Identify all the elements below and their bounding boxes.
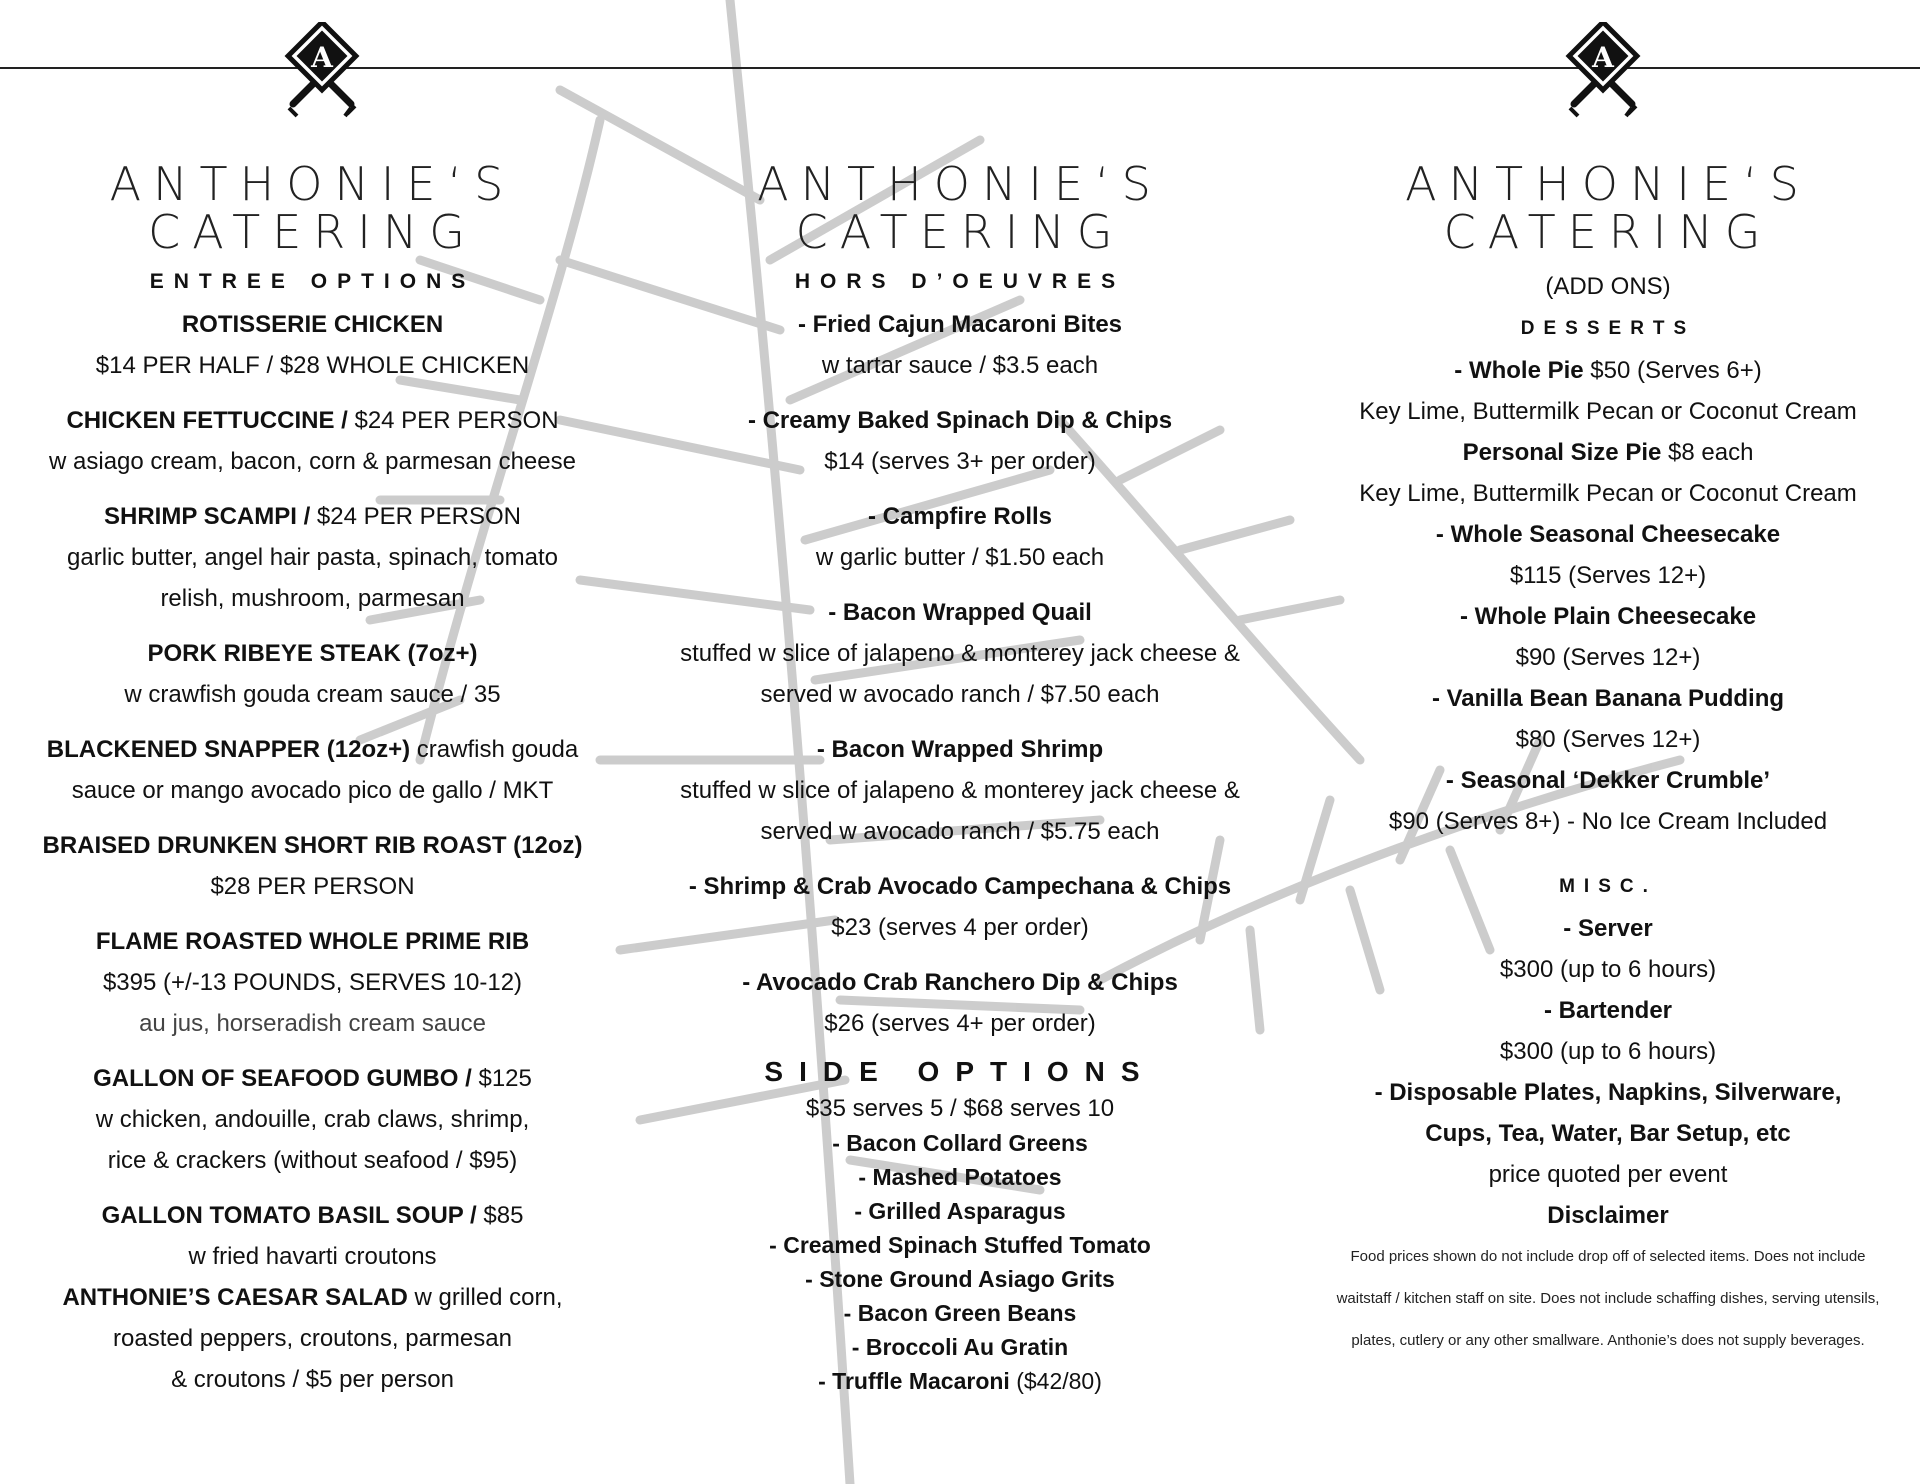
misc-item: Cups, Tea, Water, Bar Setup, etc [1425, 1120, 1791, 1147]
entree-detail: rice & crackers (without seafood / $95) [107, 1147, 518, 1174]
dessert-detail: $115 (Serves 12+) [1509, 562, 1707, 589]
entree-item: GALLON OF SEAFOOD GUMBO / $125 [93, 1065, 532, 1092]
side-options-heading: SIDE OPTIONS [764, 1056, 1156, 1087]
entree-item: GALLON TOMATO BASIL SOUP / $85 [101, 1202, 524, 1229]
disclaimer-text: Food prices shown do not include drop off of selected items. Does not include waitstaff / kitchen staff on site. Does not include schaffing dishes, serving utensils, plates, cutlery or any other smallware. Anthonie’s does not supply beverages. [1336, 1248, 1880, 1349]
entree-detail: w crawfish gouda cream sauce / 35 [124, 681, 501, 708]
add-ons-label: (ADD ONS) [1545, 273, 1671, 300]
entree-detail: sauce or mango avocado pico de gallo / MKT [71, 777, 554, 804]
side-item: - Mashed Potatoes [858, 1164, 1062, 1190]
misc-item: - Disposable Plates, Napkins, Silverware, [1374, 1079, 1842, 1106]
entree-item: BRAISED DRUNKEN SHORT RIB ROAST (12oz) [42, 832, 583, 859]
hors-detail: stuffed w slice of jalapeno & monterey jack cheese & [680, 640, 1240, 667]
hors-item: - Bacon Wrapped Shrimp [816, 736, 1104, 763]
brand-line-2: CATERING [1443, 205, 1773, 259]
hors-item: - Creamy Baked Spinach Dip & Chips [747, 407, 1173, 434]
hors-detail: stuffed w slice of jalapeno & monterey jack cheese & [680, 777, 1240, 804]
entree-detail: roasted peppers, croutons, parmesan [113, 1325, 512, 1352]
brand-line-2: CATERING [148, 205, 477, 259]
brand-line-1: ANTHONIE‘S [1405, 157, 1811, 211]
entree-detail: $395 (+/-13 POUNDS, SERVES 10-12) [102, 969, 523, 996]
hors-detail: $23 (serves 4 per order) [831, 914, 1089, 941]
entree-detail: $28 PER PERSON [210, 873, 415, 900]
svg-text:A: A [1592, 41, 1614, 74]
misc-item: - Server [1563, 915, 1653, 942]
hors-doeuvres-heading: HORS D’OEUVRES [794, 270, 1126, 293]
entree-item: PORK RIBEYE STEAK (7oz+) [147, 640, 478, 667]
hors-detail: $14 (serves 3+ per order) [824, 448, 1096, 475]
brand-line-2: CATERING [795, 205, 1125, 259]
entree-item: CHICKEN FETTUCCINE / $24 PER PERSON [66, 407, 559, 434]
hors-detail: w garlic butter / $1.50 each [815, 544, 1105, 571]
hors-item: - Bacon Wrapped Quail [828, 599, 1092, 626]
side-item: - Truffle Macaroni ($42/80) [818, 1368, 1102, 1394]
side-item: - Bacon Collard Greens [832, 1130, 1088, 1156]
brand-title [645, 157, 1275, 259]
entree-detail: w asiago cream, bacon, corn & parmesan cheese [49, 448, 576, 475]
hors-item: - Shrimp & Crab Avocado Campechana & Chips [688, 873, 1232, 900]
entree-detail: $14 PER HALF / $28 WHOLE CHICKEN [95, 352, 530, 379]
side-item: - Broccoli Au Gratin [851, 1334, 1069, 1360]
side-item: - Stone Ground Asiago Grits [805, 1266, 1115, 1292]
brand-line-1: ANTHONIE‘S [757, 157, 1163, 211]
entree-item: BLACKENED SNAPPER (12oz+) crawfish gouda [46, 736, 579, 763]
side-options-list [645, 1126, 1275, 1398]
misc-heading: MISC. [1559, 876, 1657, 897]
side-item: - Creamed Spinach Stuffed Tomato [769, 1232, 1151, 1258]
dessert-detail: Key Lime, Buttermilk Pecan or Coconut Cream [1359, 398, 1857, 425]
entree-detail: w chicken, andouille, crab claws, shrimp, [95, 1106, 530, 1133]
misc-detail: $300 (up to 6 hours) [1499, 1038, 1717, 1065]
entree-detail: au jus, horseradish cream sauce [139, 1010, 486, 1037]
misc-item: - Bartender [1543, 997, 1673, 1024]
brand-line-1: ANTHONIE‘S [109, 157, 516, 211]
side-item: - Bacon Green Beans [843, 1300, 1077, 1326]
entree-item: FLAME ROASTED WHOLE PRIME RIB [95, 928, 530, 955]
hors-item: - Campfire Rolls [867, 503, 1053, 530]
dessert-item: - Vanilla Bean Banana Pudding [1431, 685, 1785, 712]
dessert-item: - Whole Pie $50 (Serves 6+) [1454, 357, 1762, 384]
dessert-item: - Whole Plain Cheesecake [1459, 603, 1757, 630]
anthonies-logo-left [267, 22, 377, 132]
hors-detail: w tartar sauce / $3.5 each [821, 352, 1099, 379]
desserts-heading: DESSERTS [1520, 318, 1696, 339]
svg-text:A: A [311, 41, 333, 74]
hors-doeuvres-column [645, 157, 1275, 1398]
brand-title [1318, 157, 1898, 259]
dessert-item: Personal Size Pie $8 each [1462, 439, 1754, 466]
entree-column [20, 157, 605, 1400]
dessert-detail: Key Lime, Buttermilk Pecan or Coconut Cream [1359, 480, 1857, 507]
dessert-detail: $80 (Serves 12+) [1515, 726, 1701, 753]
entree-options-heading: ENTREE OPTIONS [149, 270, 476, 293]
anthonies-logo-right [1548, 22, 1658, 132]
side-item: - Grilled Asparagus [854, 1198, 1066, 1224]
hors-detail: served w avocado ranch / $7.50 each [760, 681, 1160, 708]
entree-item: ANTHONIE’S CAESAR SALAD w grilled corn, [62, 1284, 563, 1311]
entree-detail: w fried havarti croutons [188, 1243, 437, 1270]
entree-detail: & croutons / $5 per person [171, 1366, 454, 1393]
entree-detail: relish, mushroom, parmesan [160, 585, 465, 612]
misc-detail: price quoted per event [1488, 1161, 1728, 1188]
disclaimer-title: Disclaimer [1547, 1202, 1669, 1229]
hors-item: - Fried Cajun Macaroni Bites [797, 311, 1123, 338]
hors-item: - Avocado Crab Ranchero Dip & Chips [742, 969, 1178, 996]
entree-item: SHRIMP SCAMPI / $24 PER PERSON [104, 503, 521, 530]
misc-detail: $300 (up to 6 hours) [1499, 956, 1717, 983]
dessert-detail: $90 (Serves 12+) [1515, 644, 1701, 671]
side-pricing: $35 serves 5 / $68 serves 10 [805, 1095, 1115, 1122]
dessert-item: - Whole Seasonal Cheesecake [1435, 521, 1781, 548]
add-ons-column [1318, 157, 1898, 1362]
hors-detail: $26 (serves 4+ per order) [824, 1010, 1096, 1037]
hors-detail: served w avocado ranch / $5.75 each [760, 818, 1160, 845]
entree-detail: garlic butter, angel hair pasta, spinach, tomato [67, 544, 558, 571]
brand-title [20, 157, 605, 259]
entree-item: ROTISSERIE CHICKEN [181, 311, 444, 338]
dessert-detail: $90 (Serves 8+) - No Ice Cream Included [1388, 808, 1828, 835]
dessert-item: - Seasonal ‘Dekker Crumble’ [1445, 767, 1771, 794]
